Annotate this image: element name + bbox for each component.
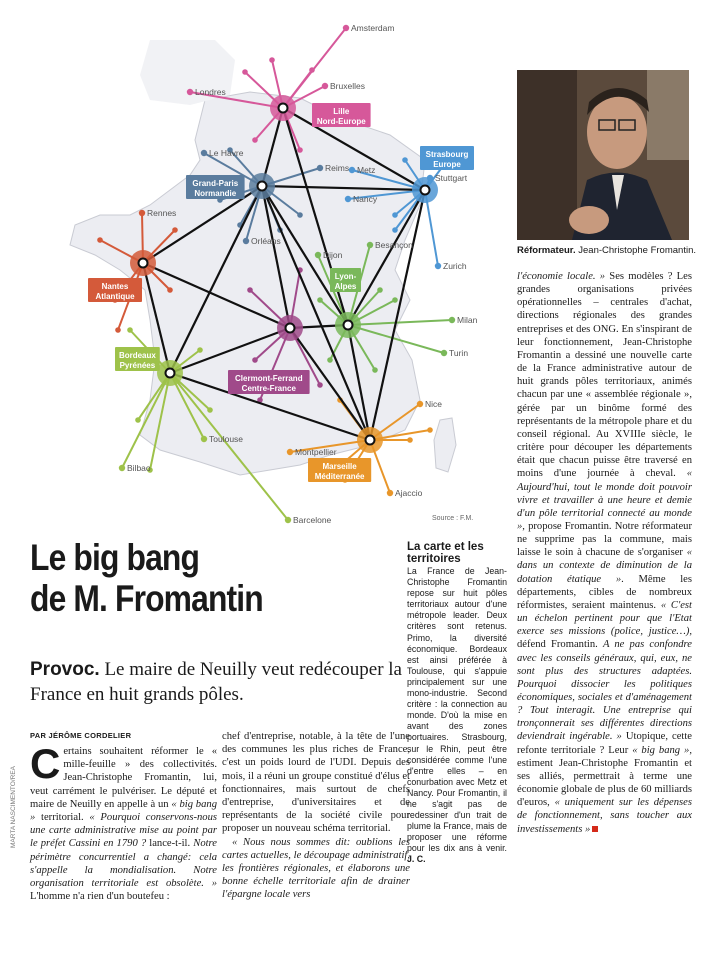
hub-label: Lille: [333, 107, 350, 116]
hub-center: [366, 436, 375, 445]
standfirst-lead: Provoc.: [30, 659, 100, 680]
text-span: « Aujourd'hui, tout le monde doit pouvoir vivre et travailler à une heure et demie d'un pôle territorial connecté au monde »: [517, 468, 692, 532]
hub-label: Centre-France: [241, 384, 296, 393]
city-label: Orléans: [251, 236, 281, 246]
local-dot: [309, 67, 315, 73]
city-dot: [119, 465, 125, 471]
local-dot: [252, 357, 258, 363]
headline-line-1: Le big bang: [30, 537, 200, 578]
city-dot: [345, 196, 351, 202]
text-span: La France de Jean-Christophe Fromantin repose sur huit pôles territoriaux autour d'une métropole leader. Deux critères sont retenus. Primo, la diversité économique. Bordeaux est ainsi préférée à Toulouse, qui s'appuie principalement sur une mono-industrie. Second critère : la connection au monde. D'où la mise en avant des zones portuaires. Strasbourg, sur le Rhin, peut être considérée comme l'une d'entre elles – en conurbation avec Metz et Nancy. Pour Fromantin, il ne s'agit pas de redessiner d'un trait de plume la France, mais de proposer une réforme pour les dix ans à venir.: [407, 566, 507, 854]
city-dot: [387, 490, 393, 496]
local-dot: [252, 137, 258, 143]
local-dot: [392, 212, 398, 218]
text-span: « C'est un échelon pertinent pour que l'Etat exerce ses missions (police, justice…),: [517, 599, 692, 638]
city-dot: [435, 263, 441, 269]
hub-label: Méditerranée: [314, 472, 365, 481]
text-span: , propose Fromantin. Notre réformateur ne supprime pas la commune, mais laisse le soin à chacune de s'organiser: [517, 520, 692, 559]
hub-label: Nord-Europe: [316, 117, 366, 126]
city-dot: [285, 517, 291, 523]
article-column-1: [30, 740, 217, 903]
city-dot: [317, 165, 323, 171]
sidebar-box: [407, 541, 507, 866]
text-span: Notre périmètre concurrentiel a changé: cela s'appelle la mondialisation. Notre organisation territoriale est obsolète. »: [30, 838, 217, 890]
hub-center: [139, 259, 148, 268]
photo-credit: MARTA NASCIMENTO/REA: [10, 766, 17, 848]
hub-label: Nantes: [101, 282, 129, 291]
city-dot: [449, 317, 455, 323]
local-dot: [372, 367, 378, 373]
city-dot: [441, 350, 447, 356]
local-dot: [317, 382, 323, 388]
drop-cap: C: [30, 740, 61, 787]
local-dot: [197, 347, 203, 353]
city-label: Le Havre: [209, 148, 244, 158]
hub-label: Atlantique: [95, 292, 135, 301]
city-dot: [315, 252, 321, 258]
city-dot: [367, 242, 373, 248]
local-dot: [297, 212, 303, 218]
local-dot: [297, 147, 303, 153]
text-span: , estiment Jean-Christophe Fromantin et ses alliés, permettrait à terme une économie globale de plus de 60 milliards d'euros,: [517, 744, 692, 809]
hub-label: Normandie: [194, 189, 237, 198]
paragraph: chef d'entreprise, notable, à la tête de l'une des communes les plus riches de France, c'est un poids lourd de l'UDI. Depuis des mois, il a réuni un groupe constitué d'élus et fonctionnaires, mais surtout de chefs d'entreprise, d'universitaires et de représentants de la société civile pour proposer un nouveau schéma territorial.: [222, 731, 410, 835]
city-label: Londres: [195, 87, 226, 97]
text-span: « big bang »: [30, 798, 217, 824]
hub-center: [344, 321, 353, 330]
local-dot: [135, 417, 141, 423]
text-span: « Pourquoi conservons-nous une carte administrative mise au point par le préfet Cassini en 1790 ?: [30, 812, 217, 850]
hub-label: Bordeaux: [118, 351, 156, 360]
headline-line-2: de M. Fromantin: [30, 578, 263, 619]
local-dot: [167, 287, 173, 293]
local-dot: [427, 427, 433, 433]
headline: [30, 537, 314, 619]
france-poles-map: [0, 0, 515, 530]
corsica-outline: [434, 418, 456, 472]
city-dot: [349, 167, 355, 173]
hub-label: Clermont-Ferrand: [235, 374, 303, 383]
local-dot: [407, 437, 413, 443]
article-column-2: [222, 730, 410, 902]
local-dot: [377, 287, 383, 293]
city-label: Bilbao: [127, 463, 151, 473]
text-span: l'économie locale. »: [517, 271, 606, 282]
city-label: Montpellier: [295, 447, 337, 457]
city-label: Besançon: [375, 240, 413, 250]
city-label: Reims: [325, 163, 350, 173]
text-span: Utopique, cette refonte territoriale ? Leur: [517, 731, 692, 756]
sidebar-signature: J. C.: [407, 854, 426, 865]
local-dot: [327, 357, 333, 363]
hub-label: Europe: [433, 160, 461, 169]
hub-center: [279, 104, 288, 113]
city-dot: [343, 25, 349, 31]
hub-center: [286, 324, 295, 333]
hub-center: [166, 369, 175, 378]
city-label: Ajaccio: [395, 488, 423, 498]
local-dot: [392, 297, 398, 303]
city-label: Zurich: [443, 261, 467, 271]
photo-caption-text: Jean-Christophe Fromantin.: [575, 245, 696, 256]
city-label: Bruxelles: [330, 81, 365, 91]
city-dot: [201, 436, 207, 442]
city-label: Metz: [357, 165, 376, 175]
city-label: Nice: [425, 399, 443, 409]
paragraph: « Nous nous sommes dit: oublions les cartes actuelles, le découpage administratif, les frontières régionales, et élaborons une bonne échelle territoriale afin de drainer l'épargne locale vers: [222, 836, 410, 901]
city-label: Toulouse: [209, 434, 244, 444]
text-span: « big bang »: [632, 744, 690, 756]
local-dot: [127, 327, 133, 333]
text-span: territorial.: [35, 812, 90, 824]
text-span: A ne pas confondre avec les conseils généraux, qui, eux, ne sont plus des structures adaptées. Pourquoi dissocier les politiques économiques, sociales et d'aménagement ? Tout interagit. Une entreprise qui tronçonnerait ses différentes directions deviendrait ingérable. »: [517, 639, 692, 743]
hub-label: Alpes: [334, 282, 357, 291]
city-label: Dijon: [323, 250, 343, 260]
article-column-3: [517, 270, 692, 836]
local-dot: [172, 227, 178, 233]
local-dot: [392, 227, 398, 233]
byline: PAR JÉRÔME CORDELIER: [30, 731, 132, 740]
sidebar-title: La carte et les territoires: [407, 541, 484, 565]
city-label: Amsterdam: [351, 23, 395, 33]
standfirst: [30, 657, 405, 707]
map-source: Source : F.M.: [432, 515, 474, 522]
city-dot: [243, 238, 249, 244]
end-mark: [592, 826, 598, 832]
standfirst-text: Le maire de Neuilly veut redécouper la France en huit grands pôles.: [30, 659, 402, 705]
text-span: L'homme n'a rien d'un boutefeu :: [30, 891, 170, 903]
city-label: Milan: [457, 315, 478, 325]
local-dot: [269, 57, 275, 63]
local-dot: [402, 157, 408, 163]
photo-caption-lead: Réformateur.: [517, 245, 576, 256]
hub-label: Lyon-: [334, 272, 357, 281]
text-span: . Même les départements, cibles de nombreux réformistes, seraient maintenus.: [517, 573, 692, 611]
local-dot: [207, 407, 213, 413]
text-span: lance-t-il.: [146, 838, 194, 850]
city-label: Stuttgart: [435, 173, 468, 183]
text-span: « uniquement sur les dépenses de fonctionnement, sans toucher aux investissements »: [517, 797, 692, 835]
city-dot: [201, 150, 207, 156]
text-span: ertains souhaitent réformer le « mille-feuille » des collectivités. Jean-Christophe Fromantin, lui, veut carrément le pulvériser. Le député et maire de Neuilly en appelle à un: [30, 746, 217, 810]
local-dot: [317, 297, 323, 303]
hub-label: Marseille: [322, 462, 357, 471]
hub-center: [258, 182, 267, 191]
local-dot: [242, 69, 248, 75]
city-label: Rennes: [147, 208, 177, 218]
text-span: Ses modèles ? Les grandes organisations privées opérationnelles – centrales d'achat, directions régionales des grandes entreprises et des ONG. En s'inspirant de leur fonctionnement, Jean-Christophe Fromantin a dessiné une nouvelle carte de la France administrative autour de huit grands pôles territoriaux, animés chacun par une « assemblée régionale », gérée par un binôme formé des représentants de la métropole phare et du conseil régional. Au XVIIIe siècle, le critère pour découper les départements était que chacun puisse être traversé en moins d'une journée à cheval.: [517, 271, 692, 480]
sidebar-body: [407, 566, 507, 866]
local-dot: [115, 327, 121, 333]
hub-label: Grand-Paris: [192, 179, 239, 188]
city-dot: [417, 401, 423, 407]
local-dot: [247, 287, 253, 293]
city-dot: [187, 89, 193, 95]
city-label: Barcelone: [293, 515, 332, 525]
city-dot: [427, 175, 433, 181]
city-label: Turin: [449, 348, 469, 358]
city-dot: [139, 210, 145, 216]
hub-label: Strasbourg: [425, 150, 469, 159]
city-dot: [287, 449, 293, 455]
city-label: Nancy: [353, 194, 378, 204]
city-dot: [322, 83, 328, 89]
local-dot: [97, 237, 103, 243]
portrait-photo: [517, 70, 689, 240]
text-span: « dans un contexte de diminution de la dotation étatique »: [517, 547, 692, 585]
photo-caption: [517, 245, 717, 257]
text-span: défend Fromantin.: [517, 639, 603, 651]
hub-center: [421, 186, 430, 195]
hub-label: Pyrénées: [119, 361, 156, 370]
